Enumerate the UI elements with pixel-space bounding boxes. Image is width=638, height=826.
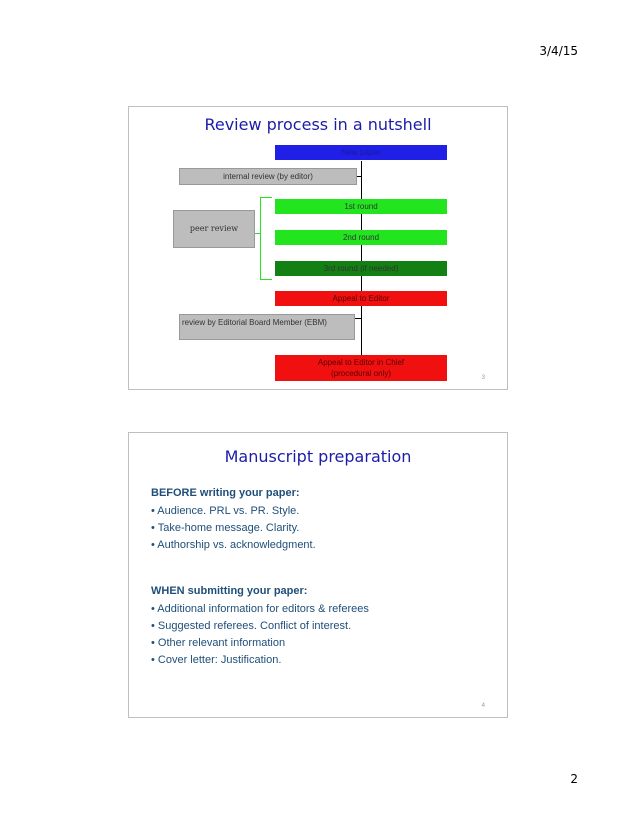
round2-box: 2nd round bbox=[275, 230, 447, 245]
appeal-chief-box bbox=[275, 355, 447, 381]
slide-title: Manuscript preparation bbox=[224, 447, 412, 466]
appeal-chief-line2: (procedural only) bbox=[330, 369, 392, 378]
before-item: • Audience. PRL vs. PR. Style. bbox=[151, 505, 300, 517]
peer-review-bracket bbox=[260, 197, 261, 280]
before-item: • Take-home message. Clarity. bbox=[151, 522, 300, 534]
when-item: • Additional information for editors & referees bbox=[151, 603, 369, 615]
peer-review-box: peer review bbox=[173, 210, 255, 248]
before-item: • Authorship vs. acknowledgment. bbox=[151, 539, 316, 551]
flow-connector-line bbox=[361, 161, 362, 355]
when-item: • Suggested referees. Conflict of interest. bbox=[151, 620, 352, 632]
round1-box: 1st round bbox=[275, 199, 447, 214]
bracket-top bbox=[260, 197, 272, 198]
before-heading: BEFORE writing your paper: bbox=[151, 487, 300, 499]
when-item: • Cover letter: Justification. bbox=[151, 654, 282, 666]
flow-tick bbox=[355, 318, 362, 319]
new-paper-box: New paper bbox=[275, 145, 447, 160]
appeal-editor-box: Appeal to Editor bbox=[275, 291, 447, 306]
slide-number: 3 bbox=[481, 375, 485, 381]
when-heading: WHEN submitting your paper: bbox=[151, 585, 308, 597]
slide-number: 4 bbox=[481, 703, 485, 709]
date-header: 3/4/15 bbox=[539, 44, 578, 58]
when-item: • Other relevant information bbox=[151, 637, 286, 649]
internal-review-box: internal review (by editor) bbox=[179, 168, 357, 185]
round3-box: 3rd round (if needed) bbox=[275, 261, 447, 276]
slide-review-process bbox=[128, 106, 508, 390]
slide-manuscript-preparation bbox=[128, 432, 508, 718]
appeal-chief-line1: Appeal to Editor in Chief bbox=[317, 358, 405, 367]
ebm-review-box: review by Editorial Board Member (EBM) bbox=[179, 314, 355, 340]
page-number: 2 bbox=[570, 772, 578, 786]
bracket-bottom bbox=[260, 279, 272, 280]
slide-title: Review process in a nutshell bbox=[204, 115, 432, 134]
